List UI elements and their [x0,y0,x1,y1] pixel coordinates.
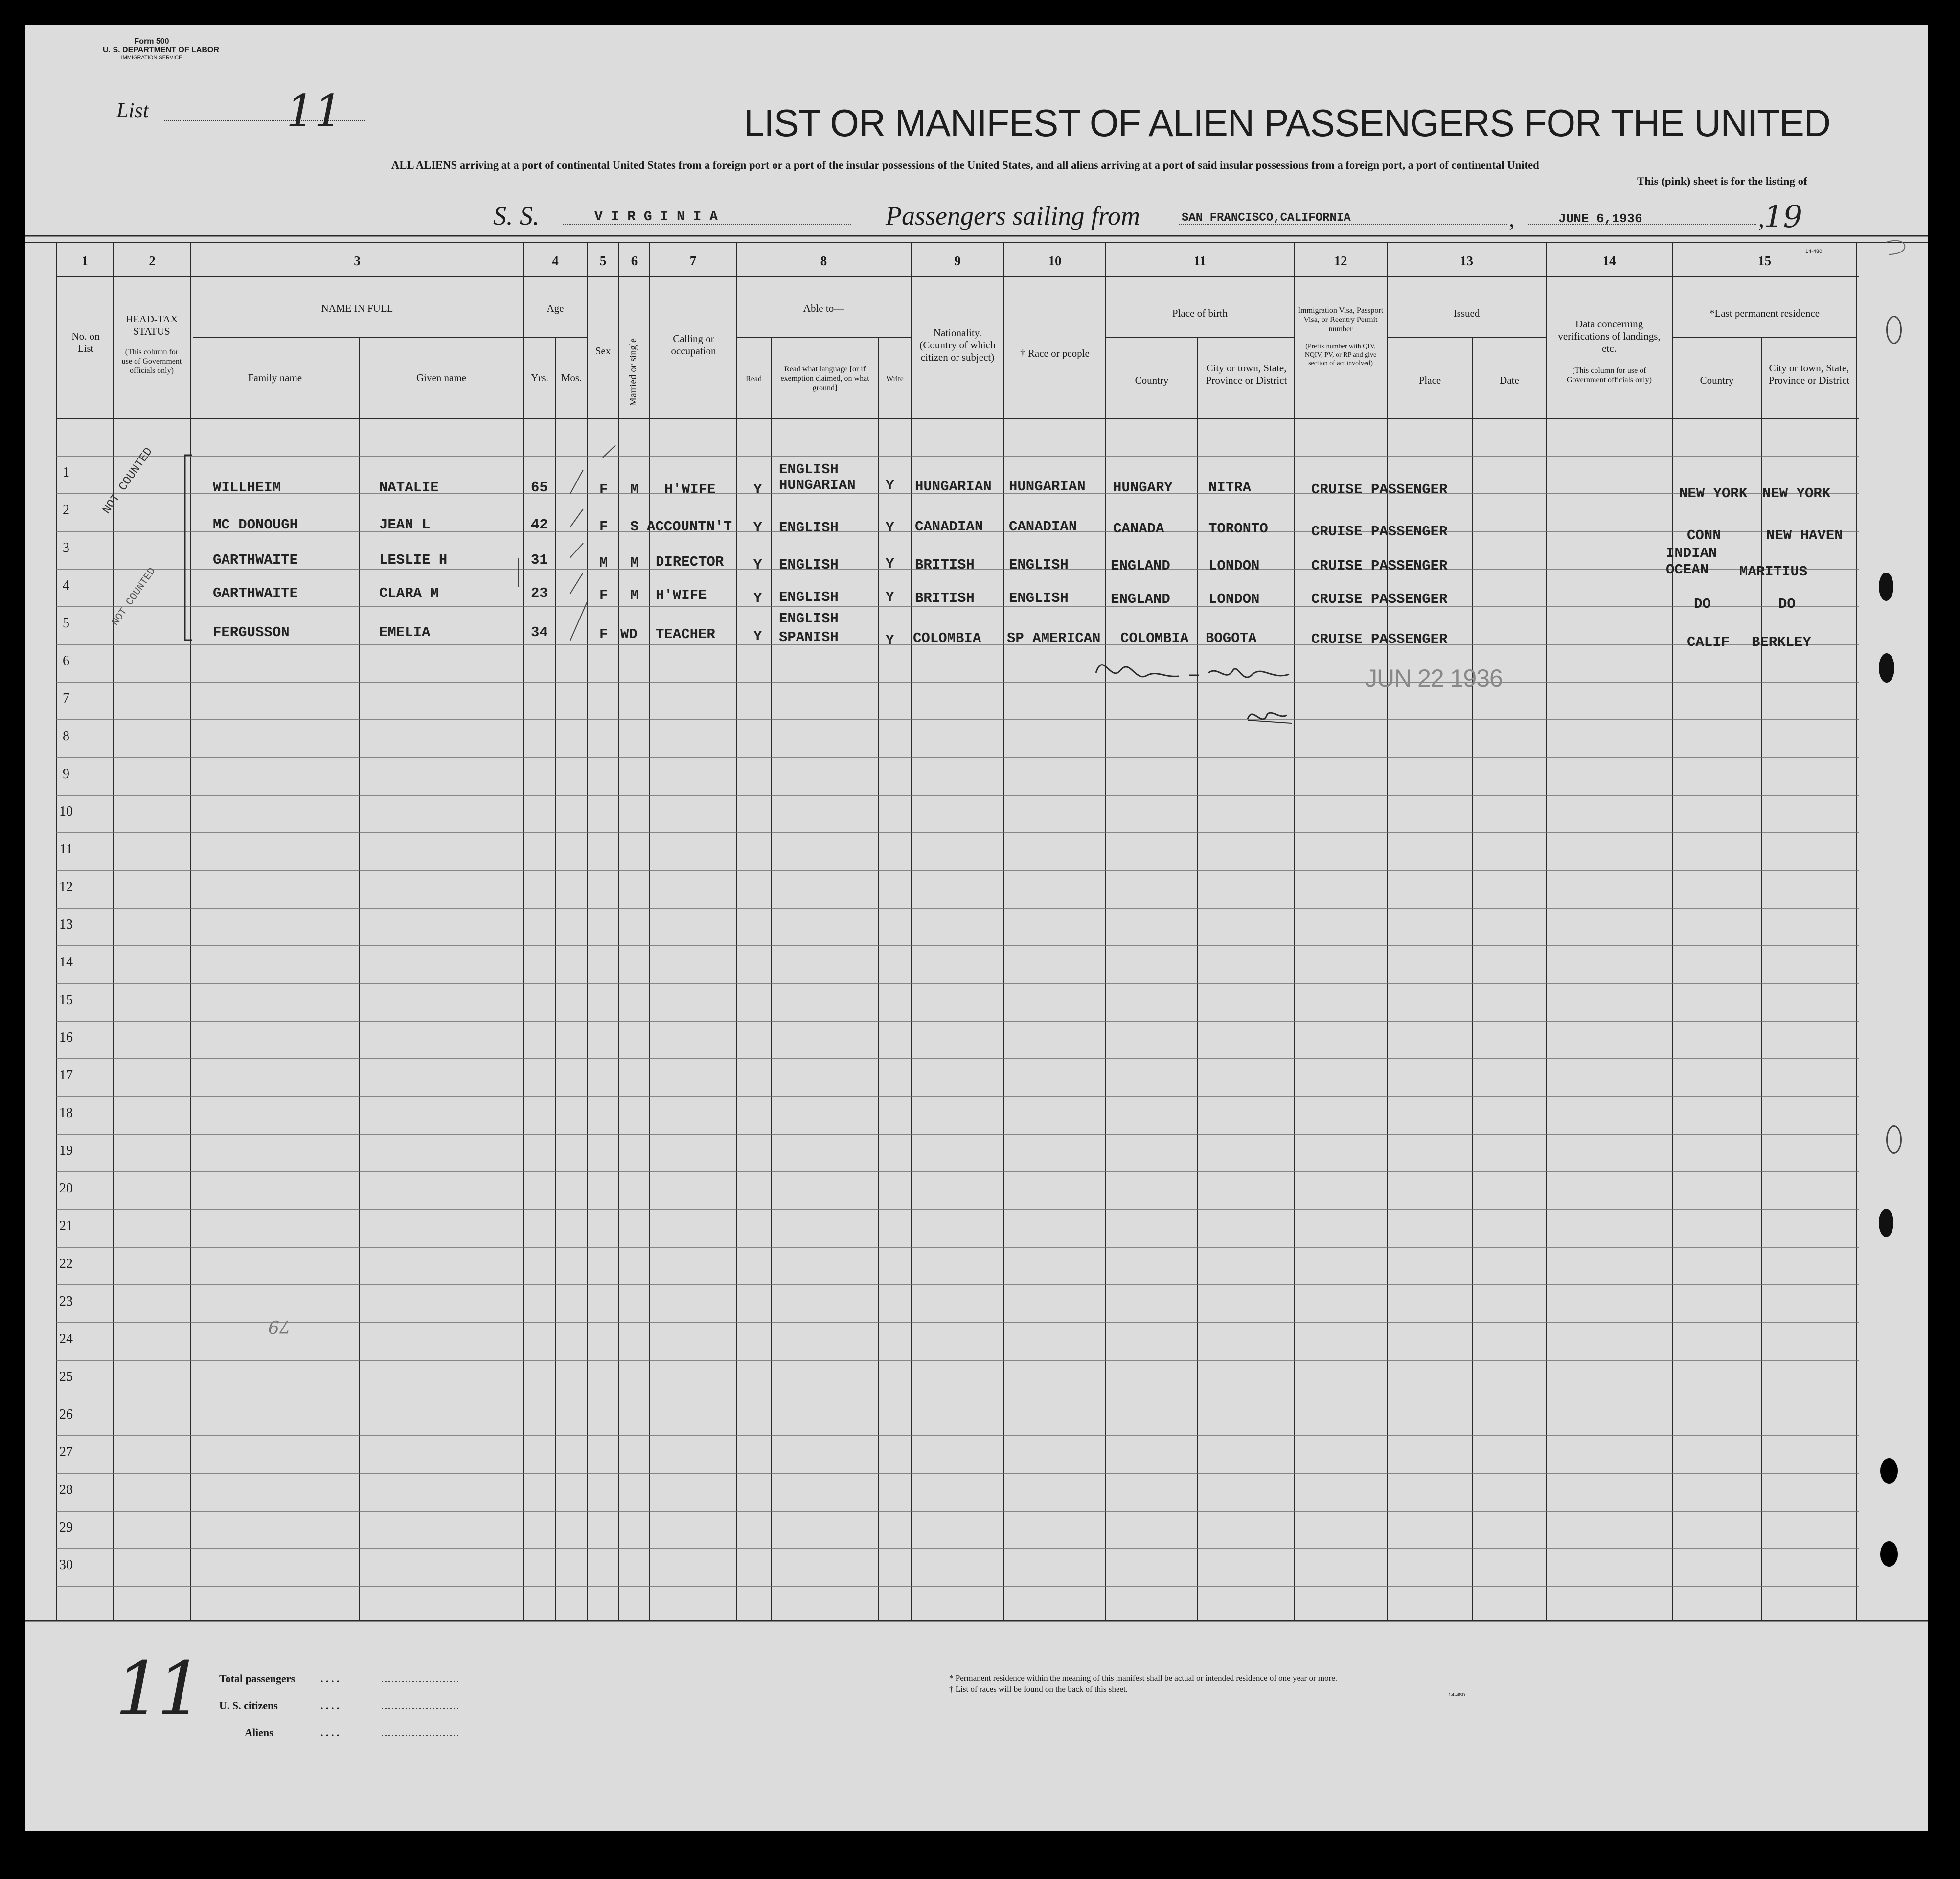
row-number: 30 [59,1558,73,1573]
column-number-13: 13 [1460,253,1473,268]
footnote-races: † List of races will be found on the back of this sheet. [949,1684,1128,1694]
sailing-date: JUNE 6,1936 [1558,211,1642,226]
passenger-birth-country: HUNGARY [1113,480,1173,496]
passenger-age: 42 [531,517,548,533]
passenger-given-name: LESLIE H [379,552,448,568]
passenger-married: M [630,587,639,603]
passenger-sex: F [599,481,608,498]
header-sex: Sex [595,345,611,357]
row-number: 5 [63,616,69,631]
passenger-read: Y [753,557,762,573]
passenger-given-name: EMELIA [379,624,431,641]
row-number: 7 [63,691,69,706]
header-birth-city: City or town, State, Province or District [1206,362,1287,386]
page-title: LIST OR MANIFEST OF ALIEN PASSENGERS FOR THE UNITED [744,101,1831,144]
passenger-sex: M [599,555,608,571]
form-code-top: 14-480 [1805,249,1823,254]
header-data-concerning: Data concerning verifications of landings, etc. [1558,318,1661,354]
passenger-residence-country: NEW YORK [1679,485,1748,502]
passenger-read: Y [753,590,762,606]
column-number-1: 1 [81,253,89,268]
sailing-label: Passengers sailing from [886,201,1140,230]
passenger-given-name: CLARA M [379,585,439,601]
header-no-on-list: No. on List [71,330,100,354]
row-number: 29 [59,1520,73,1535]
passenger-occupation: ACCOUNTN'T [647,519,732,535]
passenger-age: 65 [531,480,548,496]
footnote-residence: * Permanent residence within the meaning of this manifest shall be actual or intended residence of one year or more. [949,1673,1338,1683]
row-number: 19 [59,1143,73,1158]
passenger-birth-city: BOGOTA [1206,630,1257,646]
passenger-birth-country: ENGLAND [1111,558,1170,574]
passenger-language: ENGLISH [779,557,839,573]
header-issued-place: Place [1418,374,1441,386]
department-label: U. S. DEPARTMENT OF LABOR [103,46,219,54]
passenger-write: Y [886,632,894,648]
instruction-line-1: ALL ALIENS arriving at a port of continental United States from a foreign port or a port of the insular possessions of the United States, and all aliens arriving at a port of said insular possessions from a foreign port, a port of continental United [391,159,1539,171]
row-number: 14 [59,955,73,970]
not-counted-stamp: NOT COUNTED [100,445,156,517]
passenger-language-2: HUNGARIAN [779,477,856,493]
punch-hole-outline [1886,316,1902,344]
punch-hole [1879,653,1894,683]
row-number: 4 [63,578,69,593]
punch-hole [1880,1541,1898,1567]
header-name-in-full: NAME IN FULL [321,302,393,314]
row-number: 18 [59,1105,73,1121]
header-read: Read [746,375,762,383]
row-number: 15 [59,992,73,1008]
row-number: 12 [59,879,73,894]
header-residence-city: City or town, State, Province or District [1768,362,1850,386]
passenger-residence-country: CONN [1687,527,1721,544]
row-number: 21 [59,1218,73,1234]
row-number: 16 [59,1030,73,1045]
form-code-bottom: 14-480 [1448,1692,1465,1698]
passenger-language: ENGLISH [779,611,839,627]
pencil-number: 79 [268,1316,291,1336]
passenger-family-name: FERGUSSON [213,624,290,641]
row-number: 28 [59,1482,73,1497]
passenger-nationality: HUNGARIAN [915,479,992,495]
header-given-name: Given name [416,372,467,384]
passenger-write: Y [886,556,894,572]
header-age: Age [547,302,564,314]
passenger-residence-country: CALIF [1687,634,1730,650]
sailing-port: SAN FRANCISCO,CALIFORNIA [1182,211,1351,225]
list-label: List [116,98,149,122]
header-family-name: Family name [248,372,302,384]
passenger-family-name: MC DONOUGH [213,517,298,533]
passenger-residence-city: BERKLEY [1752,634,1811,650]
passenger-sex: F [599,626,608,642]
column-number-8: 8 [820,253,827,268]
header-nationality: Nationality. (Country of which citizen or subject) [919,327,996,363]
passenger-nationality: COLOMBIA [913,630,981,646]
header-write: Write [886,375,904,383]
passenger-birth-city: LONDON [1208,558,1260,574]
passenger-race: HUNGARIAN [1009,479,1086,495]
punch-hole [1879,573,1893,601]
passenger-age: 34 [531,624,548,641]
handwritten-total: 11 [115,1647,199,1732]
column-number-9: 9 [954,253,961,268]
passenger-language: ENGLISH [779,461,839,478]
punch-hole [1880,1458,1898,1484]
row-number: 24 [59,1331,73,1347]
passenger-write: Y [886,478,894,494]
passenger-visa: CRUISE PASSENGER [1311,558,1448,574]
passenger-visa: CRUISE PASSENGER [1311,481,1448,498]
passenger-residence-city: MARITIUS [1739,564,1808,580]
column-number-12: 12 [1334,253,1347,268]
passenger-write: Y [886,589,894,605]
header-calling: Calling or occupation [671,333,716,357]
passenger-family-name: GARTHWAITE [213,585,298,601]
passenger-visa: CRUISE PASSENGER [1311,591,1448,607]
passenger-family-name: WILLHEIM [213,480,281,496]
date-received-stamp: JUN 22 1936 [1365,665,1503,692]
passenger-birth-city: TORONTO [1208,521,1268,537]
row-number: 6 [63,653,69,668]
total-passengers-dots: . . . . [320,1673,340,1685]
passenger-married: M [630,481,639,498]
row-number: 20 [59,1181,73,1196]
passenger-birth-country: CANADA [1113,521,1164,537]
column-number-2: 2 [149,253,156,268]
row-number: 23 [59,1294,73,1309]
aliens-label: Aliens [245,1726,273,1739]
header-visa-note: (Prefix number with QIV, NQIV, PV, or RP and give section of act involved) [1304,343,1377,367]
ship-name: V I R G I N I A [594,209,718,225]
column-number-10: 10 [1048,253,1062,268]
passenger-race: CANADIAN [1009,519,1077,535]
passenger-given-name: NATALIE [379,480,439,496]
punch-hole [1879,1209,1893,1237]
row-number: 22 [59,1256,73,1271]
passenger-visa: CRUISE PASSENGER [1311,524,1448,540]
header-age-months: Mos. [561,372,582,384]
passenger-nationality: BRITISH [915,557,975,573]
service-label: IMMIGRATION SERVICE [121,55,182,61]
passenger-race: ENGLISH [1009,590,1069,606]
row-number: 11 [59,842,73,857]
passenger-occupation: TEACHER [656,626,715,642]
header-race: † Race or people [1020,347,1090,359]
passenger-married: M [630,555,639,571]
row-number: 1 [63,465,69,480]
passenger-residence-country: INDIAN [1666,545,1717,561]
header-married-single: Married or single [628,338,638,406]
passenger-write: Y [886,520,894,536]
passenger-sex: F [599,519,608,535]
row-number: 13 [59,917,73,932]
total-passengers-label: Total passengers [219,1673,296,1685]
column-number-7: 7 [689,253,697,268]
list-number: 11 [286,86,342,137]
passenger-birth-country: ENGLAND [1111,591,1170,607]
row-number: 2 [63,503,69,518]
passenger-birth-city: NITRA [1208,480,1252,496]
row-number: 27 [59,1444,73,1460]
passenger-sex: F [599,587,608,603]
row-number: 17 [59,1068,73,1083]
passenger-read: Y [753,481,762,498]
header-read-what-language: Read what language [or if exemption claimed, on what ground] [780,365,869,392]
header-last-residence: *Last permanent residence [1709,307,1820,319]
column-number-15: 15 [1758,253,1771,268]
row-number: 10 [59,804,73,819]
header-head-tax: HEAD-TAX STATUS [125,313,178,337]
row-number: 26 [59,1407,73,1422]
passenger-nationality: BRITISH [915,590,975,606]
column-number-4: 4 [552,253,559,268]
passenger-read: Y [753,520,762,536]
header-place-of-birth: Place of birth [1172,307,1228,319]
header-data-note: (This column for use of Government officials only) [1567,367,1652,384]
header-birth-country: Country [1135,374,1169,386]
comma-separator: , [1509,206,1515,232]
passenger-residence-country-2: OCEAN [1666,562,1709,578]
punch-hole-outline [1886,1125,1902,1154]
passenger-age: 31 [531,552,548,568]
passenger-race: ENGLISH [1009,557,1069,573]
passenger-residence-city: NEW YORK [1762,485,1831,502]
header-issued: Issued [1453,307,1480,319]
form-number: Form 500 [134,37,169,46]
passenger-family-name: GARTHWAITE [213,552,298,568]
aliens-dots: . . . . [320,1726,340,1739]
instruction-line-2: This (pink) sheet is for the listing of [1637,175,1807,187]
passenger-birth-city: LONDON [1208,591,1260,607]
passenger-birth-country: COLOMBIA [1120,630,1189,646]
not-counted-stamp-2: NOT COUNTED [110,566,159,628]
us-citizens-dots: . . . . [320,1699,340,1712]
passenger-language-2: SPANISH [779,629,839,645]
passenger-residence-country: DO [1694,596,1711,612]
row-number: 8 [63,729,69,744]
passenger-married: WD [620,626,638,642]
comma-separator-2: , [1758,206,1764,232]
passenger-married: S [630,519,639,535]
header-residence-country: Country [1700,374,1734,386]
passenger-language: ENGLISH [779,520,839,536]
column-number-3: 3 [354,253,361,268]
column-number-11: 11 [1193,253,1207,268]
row-number: 25 [59,1369,73,1384]
column-number-14: 14 [1602,253,1616,268]
header-visa: Immigration Visa, Passport Visa, or Reentry Permit number [1298,306,1384,333]
passenger-read: Y [753,628,762,644]
year-label: 19 [1764,199,1802,234]
column-number-6: 6 [631,253,638,268]
us-citizens-label: U. S. citizens [219,1699,278,1712]
header-able-to: Able to— [803,302,844,314]
passenger-given-name: JEAN L [379,517,431,533]
row-number: 3 [63,540,69,555]
passenger-age: 23 [531,585,548,601]
passenger-nationality: CANADIAN [915,519,983,535]
passenger-occupation: H'WIFE [664,481,716,498]
ss-label: S. S. [493,201,540,230]
header-head-tax-note: (This column for use of Government officials only) [121,348,182,375]
passenger-occupation: DIRECTOR [656,554,724,570]
header-age-years: Yrs. [531,372,548,384]
passenger-race: SP AMERICAN [1007,630,1101,646]
row-number: 9 [63,766,69,781]
column-number-5: 5 [599,253,607,268]
passenger-language: ENGLISH [779,589,839,605]
passenger-residence-city: DO [1778,596,1796,612]
passenger-occupation: H'WIFE [656,587,707,603]
passenger-visa: CRUISE PASSENGER [1311,631,1448,647]
passenger-residence-city: NEW HAVEN [1766,527,1843,544]
header-issued-date: Date [1500,374,1519,386]
